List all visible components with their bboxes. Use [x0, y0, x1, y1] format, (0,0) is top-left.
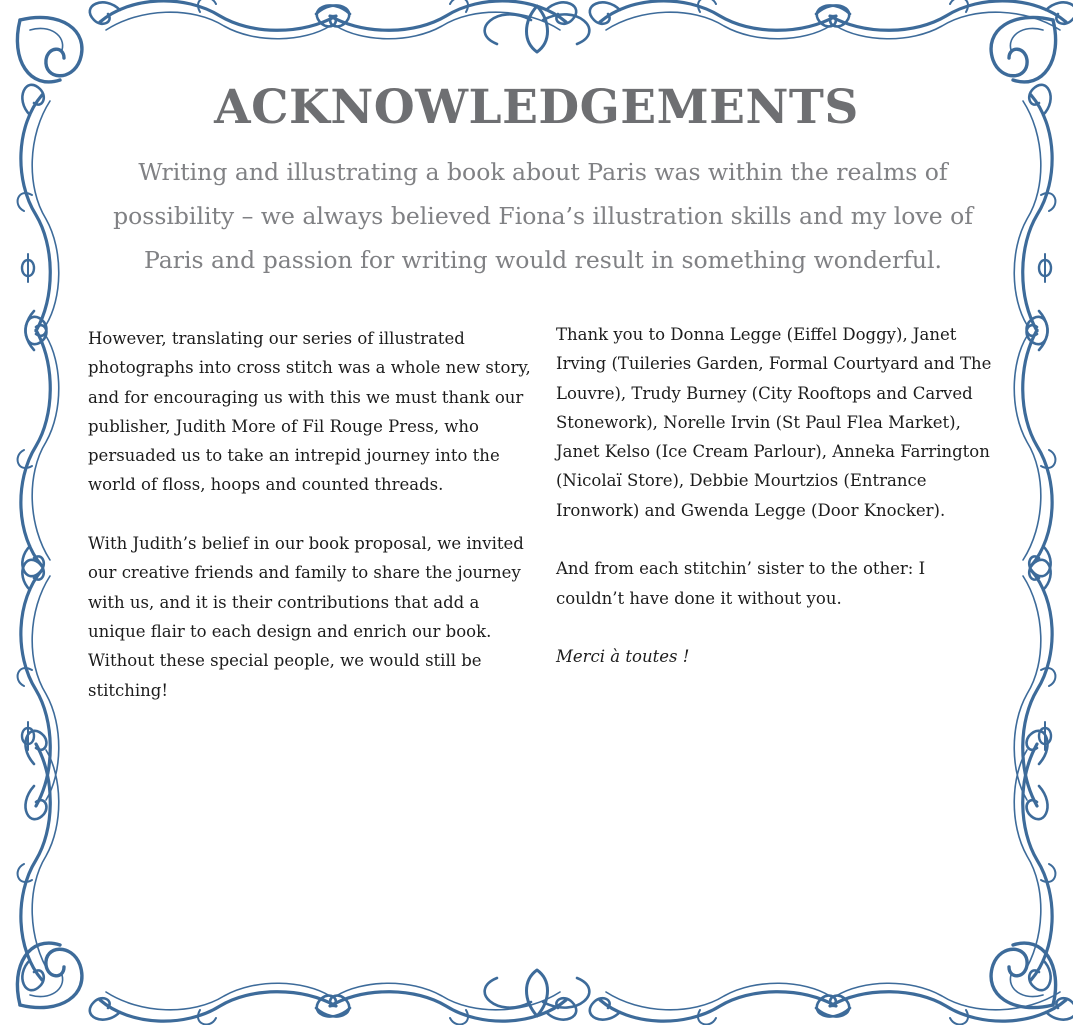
right-paragraph-2: And from each stitchin’ sister to the other: I couldn’t have done it without you. [556, 559, 926, 608]
intro-paragraph: Writing and illustrating a book about Paris was within the realms of possibility – we always believed Fiona’s illustration skills and my love of Paris and passion for writing would result in something wonderful. [113, 158, 973, 274]
left-paragraph-1: However, translating our series of illustrated photographs into cross stitch was a whole new story, and for encouraging us with this we must thank our publisher, Judith More of Fil Rouge Press, who persuaded us to take an intrepid journey into the world of floss, hoops and counted threads. [88, 329, 531, 495]
closing-line: Merci à toutes ! [556, 647, 690, 667]
page-title: ACKNOWLEDGEMENTS [214, 80, 859, 135]
right-paragraph-1: Thank you to Donna Legge (Eiffel Doggy), Janet Irving (Tuileries Garden, Formal Courtyard and The Louvre), Trudy Burney (City Rooftops and Carved Stonework), Norelle Irvin (St Paul Flea Market), Janet Kelso (Ice Cream Parlour), Anneka Farrington (Nicolaï Store), Debbie Mourtzios (Entrance Ironwork) and Gwenda Legge (Door Knocker). [556, 325, 992, 520]
left-paragraph-2: With Judith’s belief in our book proposal, we invited our creative friends and family to share the journey with us, and it is their contributions that add a unique flair to each design and enrich our book. Without these special people, we would still be stitching! [88, 534, 524, 700]
right-column [556, 320, 996, 701]
left-column [88, 324, 538, 734]
